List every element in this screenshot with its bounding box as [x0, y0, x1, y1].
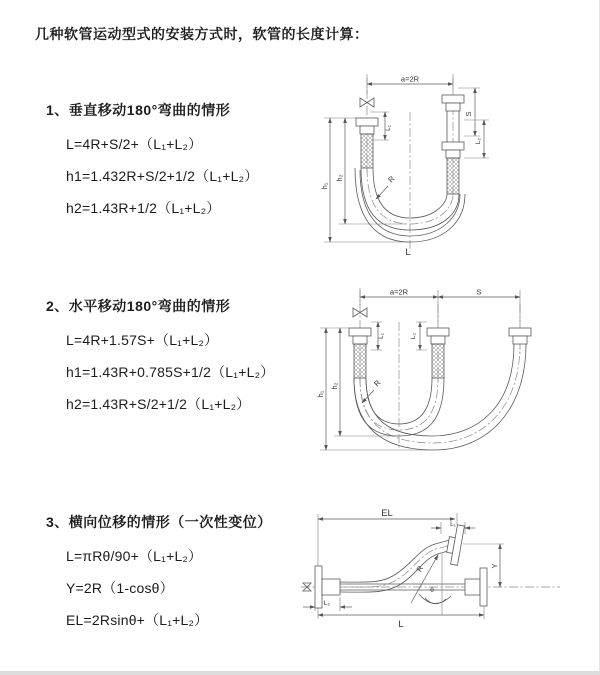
dim-label-r: R	[386, 174, 397, 185]
formula-line: Y=2R（1-cosθ）	[66, 580, 174, 596]
hose-fitting	[356, 118, 378, 126]
section-2-heading: 2、水平移动180°弯曲的情形	[46, 298, 231, 314]
dim-label-l2: L₂	[475, 137, 482, 145]
dim-label-a2r: a=2R	[400, 74, 420, 84]
pipe-stub	[322, 579, 340, 595]
hose-fitting	[427, 328, 449, 336]
angle-arc	[425, 598, 446, 604]
dim-label-a2r: a=2R	[389, 287, 409, 297]
formula-line: h2=1.43R+S/2+1/2（L₁+L₂）	[66, 396, 251, 412]
flange	[480, 568, 487, 606]
section-1-heading: 1、垂直移动180°弯曲的情形	[46, 102, 231, 118]
braided-hose	[354, 344, 366, 378]
formula-line: L=πRθ/90+（L₁+L₂）	[66, 548, 203, 564]
angle-arc	[419, 594, 451, 604]
hose-wall	[340, 550, 451, 592]
pipe-stub	[465, 579, 480, 595]
dim-label-s: S	[476, 287, 482, 297]
hose-fitting	[349, 328, 371, 336]
dim-label-l2: L₂	[410, 332, 417, 340]
dim-label-h2: h₂	[335, 174, 344, 182]
hose-fitting	[446, 103, 460, 111]
dim-label-l: L	[405, 247, 411, 258]
braided-hose	[432, 344, 444, 378]
valve-icon	[360, 98, 374, 107]
hose-fitting	[446, 150, 460, 158]
formula-line: L=4R+S/2+（L₁+L₂）	[66, 136, 203, 152]
angle-label-theta: θ	[430, 587, 434, 594]
dim-label-h1: h₁	[316, 390, 325, 398]
dim-label-l: L	[398, 619, 404, 630]
section-horizontal-180	[46, 296, 274, 412]
dim-label-h2: h₂	[330, 382, 339, 390]
formula-line: h1=1.43R+0.785S+1/2（L₁+L₂）	[66, 364, 275, 380]
dim-label-l1: L₁	[378, 333, 385, 339]
dim-label-r: R	[372, 378, 383, 389]
hose-fitting	[431, 336, 445, 344]
diagram-lateral-displacement	[295, 500, 600, 650]
braided-hose	[361, 134, 373, 168]
dim-label-l1: L₁	[385, 125, 392, 131]
formula-line: h2=1.43R+1/2（L₁+L₂）	[66, 200, 221, 216]
hose-fitting	[513, 336, 527, 344]
dim-label-s: S	[464, 111, 473, 117]
section-vertical-180	[46, 100, 258, 216]
braided-hose	[447, 158, 459, 194]
hose-wall	[340, 540, 450, 582]
dim-label-l1: L₁	[450, 521, 456, 528]
page-title: 几种软管运动型式的安装方式时，软管的长度计算：	[35, 26, 369, 42]
hose-fitting	[360, 126, 374, 134]
flange	[315, 566, 322, 608]
hose-fitting	[442, 142, 464, 150]
dim-label-r: R	[414, 564, 426, 574]
page-edge-bottom	[0, 671, 600, 675]
hose-centerline	[340, 545, 451, 587]
section-lateral-displacement	[46, 512, 272, 628]
diagram-horizontal-180-bend	[308, 282, 600, 462]
hose-fitting	[353, 336, 367, 344]
formula-line: EL=2Rsinθ+（L₁+L₂）	[66, 612, 209, 628]
dim-label-h1: h₁	[320, 182, 329, 190]
hose-fitting	[442, 95, 464, 103]
diagram-vertical-180-bend	[308, 72, 593, 268]
dim-label-el: EL	[381, 508, 393, 519]
formula-line: h1=1.432R+S/2+1/2（L₁+L₂）	[66, 168, 259, 184]
formula-line: L=4R+1.57S+（L₁+L₂）	[66, 332, 219, 348]
dim-label-y: Y	[490, 563, 499, 569]
hose-fitting	[509, 328, 531, 336]
dim-label-l2: L₂	[323, 600, 331, 607]
section-3-heading: 3、横向位移的情形（一次性变位）	[46, 514, 272, 530]
